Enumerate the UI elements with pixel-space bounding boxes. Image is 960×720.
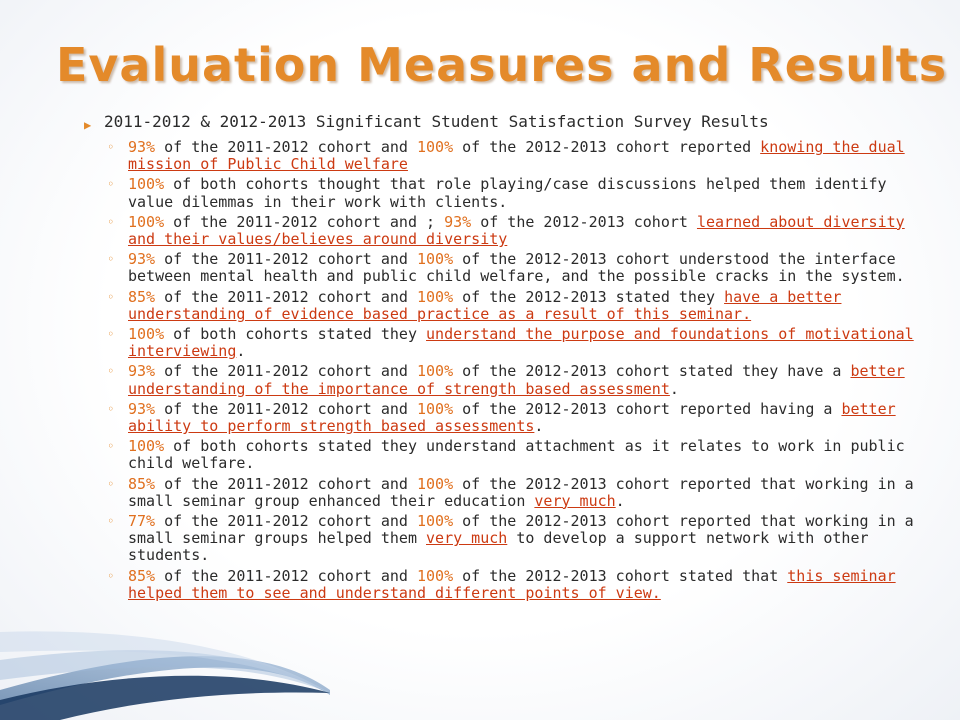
underlined-finding: better understanding of the importance of strength based assessment [128, 362, 905, 398]
swoosh-band-2 [0, 650, 330, 693]
arrow-bullet-icon: ▶ [84, 118, 92, 132]
percent-second: 100% [417, 512, 454, 531]
result-item [107, 326, 924, 360]
circle-bullet-icon: ◦ [107, 252, 115, 267]
item-text-2: of the 2012-2013 stated they [453, 287, 725, 306]
result-item [107, 214, 924, 248]
percent-first: 100% [128, 212, 165, 231]
percent-first: 93% [128, 250, 156, 269]
underlined-finding: very much [534, 491, 616, 510]
circle-bullet-icon: ◦ [107, 401, 115, 416]
percent-second: 93% [444, 212, 472, 231]
swoosh-band-3 [0, 631, 330, 693]
item-text-2: of the 2012-2013 cohort [471, 212, 697, 231]
underlined-finding: learned about diversity and their values/believes around diversity [128, 212, 905, 249]
underlined-finding: understand the purpose and foundations of motivational interviewing [128, 325, 914, 361]
percent-first: 85% [128, 566, 156, 585]
percent-first: 85% [128, 474, 156, 493]
item-text-1: of the 2011-2012 cohort and [155, 362, 417, 381]
circle-bullet-icon: ◦ [107, 214, 115, 229]
results-list [84, 139, 924, 602]
underlined-finding: have a better understanding of evidence based practice as a result of this seminar. [128, 287, 842, 323]
section-heading-text: 2011-2012 & 2012-2013 Significant Student Satisfaction Survey Results [104, 112, 769, 131]
item-text-2: of the 2012-2013 cohort stated that [453, 566, 788, 585]
circle-bullet-icon: ◦ [107, 177, 115, 192]
result-item [107, 139, 924, 173]
result-item [107, 568, 924, 602]
percent-second: 100% [417, 474, 454, 493]
item-text-2: of the 2012-2013 cohort reported that working in a small seminar group enhanced their education [128, 474, 914, 510]
percent-first: 93% [128, 399, 156, 418]
item-text-2: of the 2012-2013 cohort reported that working in a small seminar groups helped them [128, 512, 914, 548]
circle-bullet-icon: ◦ [107, 364, 115, 379]
item-text-2: of the 2012-2013 cohort reported [453, 138, 761, 156]
item-text-1: of the 2011-2012 cohort and [155, 250, 417, 269]
item-text-3: . [534, 417, 544, 436]
item-text-3: to develop a support network with other students. [128, 529, 869, 565]
percent-first: 100% [128, 437, 165, 456]
result-item [107, 476, 924, 510]
percent-second: 100% [417, 399, 454, 418]
swoosh-band-dark [0, 676, 330, 720]
item-text-1: of the 2011-2012 cohort and [155, 566, 417, 585]
item-text-1: of the 2011-2012 cohort and [155, 138, 417, 156]
result-item [107, 289, 924, 323]
item-text-1: of the 2011-2012 cohort and [155, 287, 417, 306]
circle-bullet-icon: ◦ [107, 514, 115, 529]
percent-second: 100% [417, 250, 454, 269]
item-text-1: of the 2011-2012 cohort and [155, 399, 417, 418]
item-text-3: . [236, 342, 246, 361]
circle-bullet-icon: ◦ [107, 327, 115, 342]
percent-second: 100% [417, 362, 454, 381]
percent-first: 100% [128, 325, 165, 344]
circle-bullet-icon: ◦ [107, 568, 115, 583]
item-text-1: of the 2011-2012 cohort and ; [164, 212, 445, 231]
result-item [107, 513, 924, 565]
item-text-2: of the 2012-2013 cohort understood the interface between mental health and public child welfare, and the possible cracks in the system. [128, 250, 905, 286]
underlined-finding: better ability to perform strength based assessments [128, 399, 896, 436]
section-heading [84, 112, 924, 132]
item-text-2: of the 2012-2013 cohort reported having a [453, 399, 842, 418]
item-text-3: . [669, 379, 679, 398]
item-text-1: of both cohorts stated they [164, 325, 427, 344]
percent-second: 100% [417, 287, 454, 306]
result-item [107, 401, 924, 435]
result-item [107, 176, 924, 210]
result-item [107, 438, 924, 472]
result-item [107, 251, 924, 285]
item-text-1: of both cohorts thought that role playing/case discussions helped them identify value dilemmas in their work with clients. [128, 175, 887, 211]
item-text-2: of the 2012-2013 cohort stated they have a [453, 362, 851, 381]
item-text-1: of both cohorts stated they understand attachment as it relates to work in public child welfare. [128, 437, 905, 473]
content-body [84, 112, 924, 605]
swoosh-band-1 [0, 656, 330, 705]
underlined-finding: knowing the dual mission of Public Child welfare [128, 138, 905, 174]
circle-bullet-icon: ◦ [107, 439, 115, 454]
slide-title: Evaluation Measures and Results [56, 38, 948, 92]
percent-first: 100% [128, 175, 165, 194]
item-text-3: . [615, 491, 625, 510]
circle-bullet-icon: ◦ [107, 476, 115, 491]
underlined-finding: this seminar helped them to see and understand different points of view. [128, 566, 896, 602]
underlined-finding: very much [426, 529, 508, 548]
percent-second: 100% [417, 566, 454, 585]
percent-first: 77% [128, 512, 156, 531]
percent-first: 85% [128, 287, 156, 306]
item-text-1: of the 2011-2012 cohort and [155, 474, 417, 493]
circle-bullet-icon: ◦ [107, 289, 115, 304]
percent-first: 93% [128, 362, 156, 381]
percent-second: 100% [417, 138, 454, 156]
circle-bullet-icon: ◦ [107, 140, 115, 154]
item-text-1: of the 2011-2012 cohort and [155, 512, 417, 531]
percent-first: 93% [128, 138, 156, 156]
result-item [107, 363, 924, 397]
